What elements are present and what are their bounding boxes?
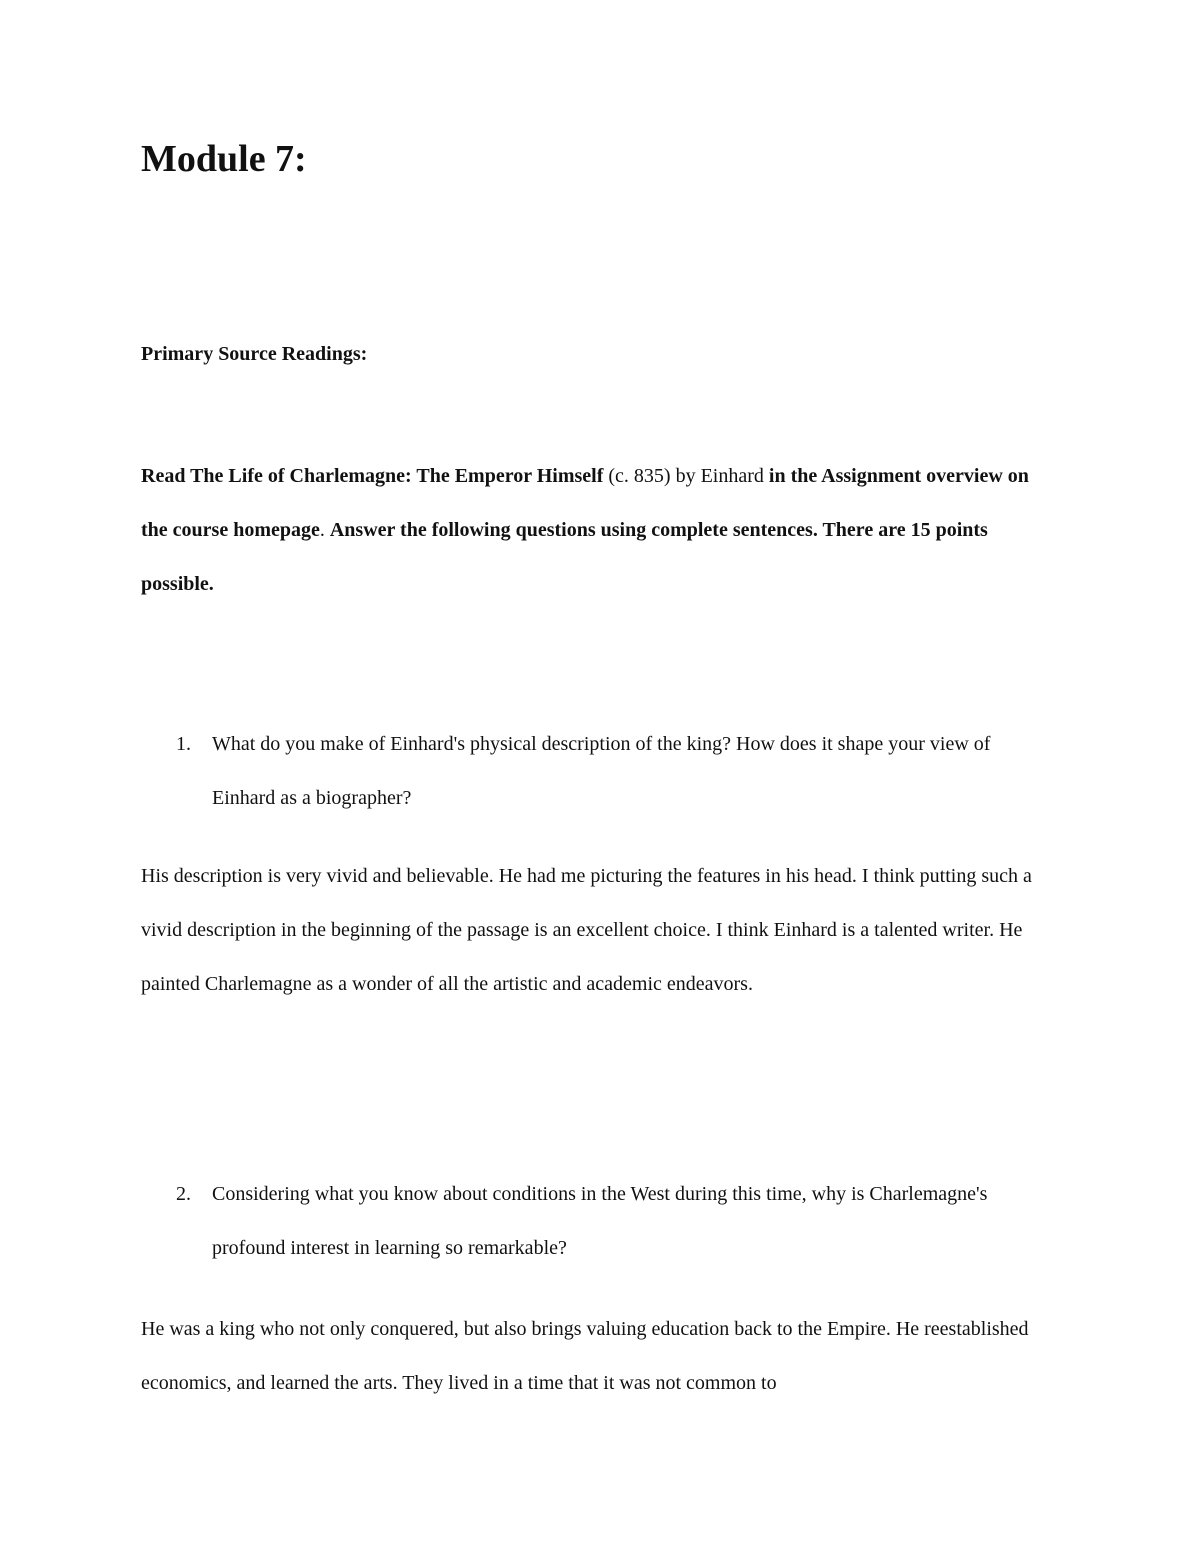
answer-1: His description is very vivid and believable. He had me picturing the features in his head. I think putting such a vivid description in the beginning of the passage is an excellent choice. I think Einhard is a talented writer. He painted Charlemagne as a wonder of all the artistic and academic endeavors. xyxy=(141,865,1032,995)
question-1 xyxy=(176,717,1056,825)
answer-2: He was a king who not only conquered, but also brings valuing education back to the Empire. He reestablished economics, and learned the arts. They lived in a time that it was not common to xyxy=(141,1318,1029,1394)
instructions-location: in the Assignment overview on the course homepage xyxy=(141,465,1029,541)
question-text: Considering what you know about conditions in the West during this time, why is Charlemagne's profound interest in learning so remarkable? xyxy=(212,1183,988,1259)
instructions-reading-title: Read The Life of Charlemagne: The Emperor Himself xyxy=(141,465,604,487)
question-2 xyxy=(176,1167,1056,1275)
document-title: Module 7: xyxy=(141,138,307,180)
question-text: What do you make of Einhard's physical description of the king? How does it shape your view of Einhard as a biographer? xyxy=(212,733,991,809)
section-heading: Primary Source Readings: xyxy=(141,343,368,365)
assignment-instructions xyxy=(141,449,1041,611)
question-number: 1. xyxy=(176,733,191,755)
instructions-reading-author: (c. 835) by Einhard xyxy=(603,465,769,487)
instructions-period: . xyxy=(319,519,330,541)
question-number: 2. xyxy=(176,1183,191,1205)
instructions-requirements: Answer the following questions using complete sentences. There are 15 points possible. xyxy=(141,519,988,595)
